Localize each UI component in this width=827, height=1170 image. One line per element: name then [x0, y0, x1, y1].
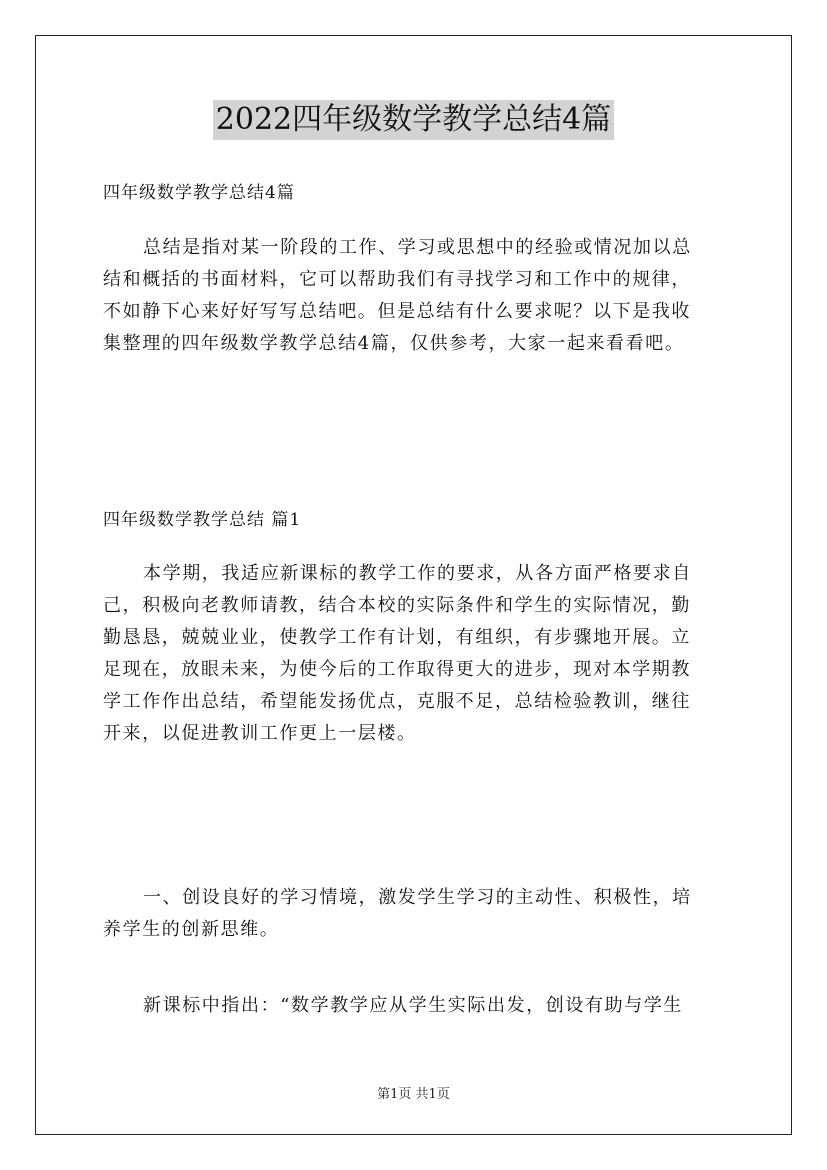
text-line: 学工作作出总结，希望能发扬优点，克服不足，总结检验教训，继往	[103, 691, 691, 712]
section-heading: 四年级数学教学总结 篇1	[103, 510, 302, 530]
text-line: 一、创设良好的学习情境，激发学生学习的主动性、积极性，培	[143, 887, 692, 908]
title-block	[0, 100, 827, 140]
text-line: 勤恳恳，兢兢业业，使教学工作有计划，有组织，有步骤地开展。立	[103, 627, 691, 648]
body-paragraph-1	[103, 558, 733, 750]
document-title: 2022四年级数学教学总结4篇	[213, 100, 614, 140]
text-line: 集整理的四年级数学教学总结4篇，仅供参考，大家一起来看看吧。	[103, 333, 685, 354]
text-line: 开来，以促进教训工作更上一层楼。	[103, 723, 417, 744]
text-line: 己，积极向老教师请教，结合本校的实际条件和学生的实际情况，勤	[103, 595, 691, 616]
intro-paragraph	[103, 232, 733, 360]
document-heading: 四年级数学教学总结4篇	[103, 183, 295, 203]
text-line: 不如静下心来好好写写总结吧。但是总结有什么要求呢？以下是我收	[103, 301, 691, 322]
text-line: 足现在，放眼未来，为使今后的工作取得更大的进步，现对本学期教	[103, 659, 691, 680]
body-paragraph-2	[103, 882, 733, 946]
text-line: 本学期，我适应新课标的教学工作的要求，从各方面严格要求自	[143, 563, 692, 584]
text-line: 结和概括的书面材料，它可以帮助我们有寻找学习和工作中的规律，	[103, 269, 691, 290]
body-paragraph-3	[103, 990, 733, 1022]
text-line: 养学生的创新思维。	[103, 919, 280, 940]
page-footer: 第1页 共1页	[377, 1087, 450, 1102]
text-line: 总结是指对某一阶段的工作、学习或思想中的经验或情况加以总	[143, 237, 692, 258]
text-line: 新课标中指出：“数学教学应从学生实际出发，创设有助与学生	[143, 995, 683, 1016]
